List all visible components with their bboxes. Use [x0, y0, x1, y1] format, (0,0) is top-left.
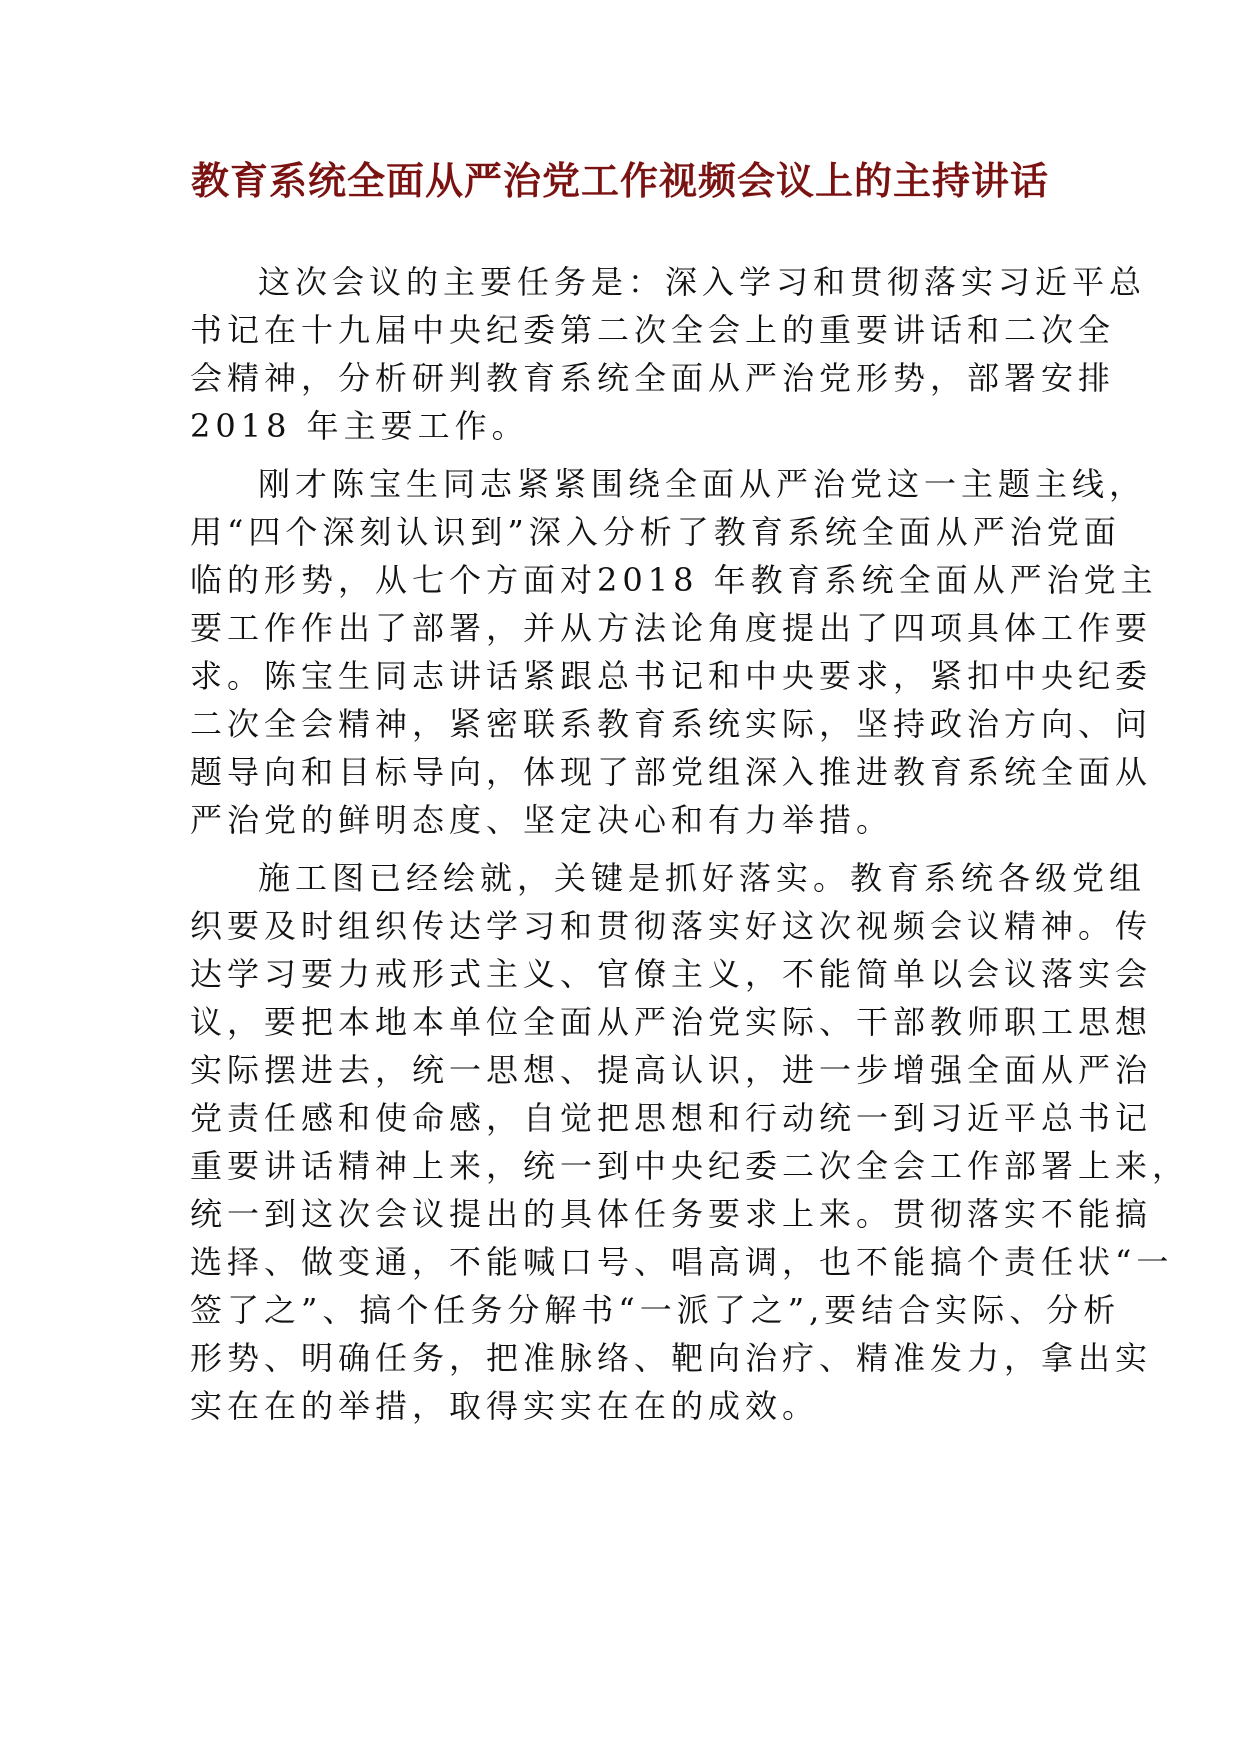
- paragraph-line: 临的形势，从七个方面对2018 年教育系统全面从严治党主: [190, 561, 1158, 599]
- paragraph-line: 书记在十九届中央纪委第二次全会上的重要讲话和二次全: [190, 311, 1116, 349]
- paragraph-line: 选择、做变通，不能喊口号、唱高调，也不能搞个责任状“一: [190, 1243, 1174, 1281]
- paragraph-line: 议，要把本地本单位全面从严治党实际、干部教师职工思想: [190, 1003, 1153, 1041]
- paragraph-1: [190, 258, 1147, 450]
- paragraph-line: 党责任感和使命感，自觉把思想和行动统一到习近平总书记: [190, 1099, 1153, 1137]
- paragraph-line: 统一到这次会议提出的具体任务要求上来。贯彻落实不能搞: [190, 1195, 1153, 1233]
- paragraph-line: 题导向和目标导向，体现了部党组深入推进教育系统全面从: [190, 753, 1153, 791]
- paragraph-line: 施工图已经绘就，关键是抓好落实。教育系统各级党组: [258, 859, 1147, 897]
- document-title: 教育系统全面从严治党工作视频会议上的主持讲话: [190, 159, 1049, 203]
- document-body: [190, 258, 1190, 1440]
- paragraph-line: 形势、明确任务，把准脉络、靶向治疗、精准发力，拿出实: [190, 1339, 1153, 1377]
- paragraph-line: 达学习要力戒形式主义、官僚主义，不能简单以会议落实会: [190, 955, 1153, 993]
- paragraph-line: 会精神，分析研判教育系统全面从严治党形势，部署安排: [190, 359, 1116, 397]
- paragraph-line: 2018 年主要工作。: [190, 407, 529, 445]
- paragraph-line: 实在在的举措，取得实实在在的成效。: [190, 1387, 820, 1425]
- paragraph-line: 要工作作出了部署，并从方法论角度提出了四项具体工作要: [190, 609, 1153, 647]
- paragraph-line: 用“四个深刻认识到”深入分析了教育系统全面从严治党面: [190, 513, 1121, 551]
- paragraph-3: [190, 854, 1190, 1430]
- paragraph-line: 刚才陈宝生同志紧紧围绕全面从严治党这一主题主线，: [258, 465, 1147, 503]
- paragraph-line: 二次全会精神，紧密联系教育系统实际，坚持政治方向、问: [190, 705, 1153, 743]
- paragraph-line: 重要讲话精神上来，统一到中央纪委二次全会工作部署上来，: [190, 1147, 1190, 1185]
- paragraph-2: [190, 460, 1158, 844]
- paragraph-line: 求。陈宝生同志讲话紧跟总书记和中央要求，紧扣中央纪委: [190, 657, 1153, 695]
- paragraph-line: 实际摆进去，统一思想、提高认识，进一步增强全面从严治: [190, 1051, 1153, 1089]
- paragraph-line: 签了之”、搞个任务分解书“一派了之”,要结合实际、分析: [190, 1291, 1121, 1329]
- paragraph-line: 织要及时组织传达学习和贯彻落实好这次视频会议精神。传: [190, 907, 1153, 945]
- paragraph-line: 这次会议的主要任务是：深入学习和贯彻落实习近平总: [258, 263, 1147, 301]
- paragraph-line: 严治党的鲜明态度、坚定决心和有力举措。: [190, 801, 894, 839]
